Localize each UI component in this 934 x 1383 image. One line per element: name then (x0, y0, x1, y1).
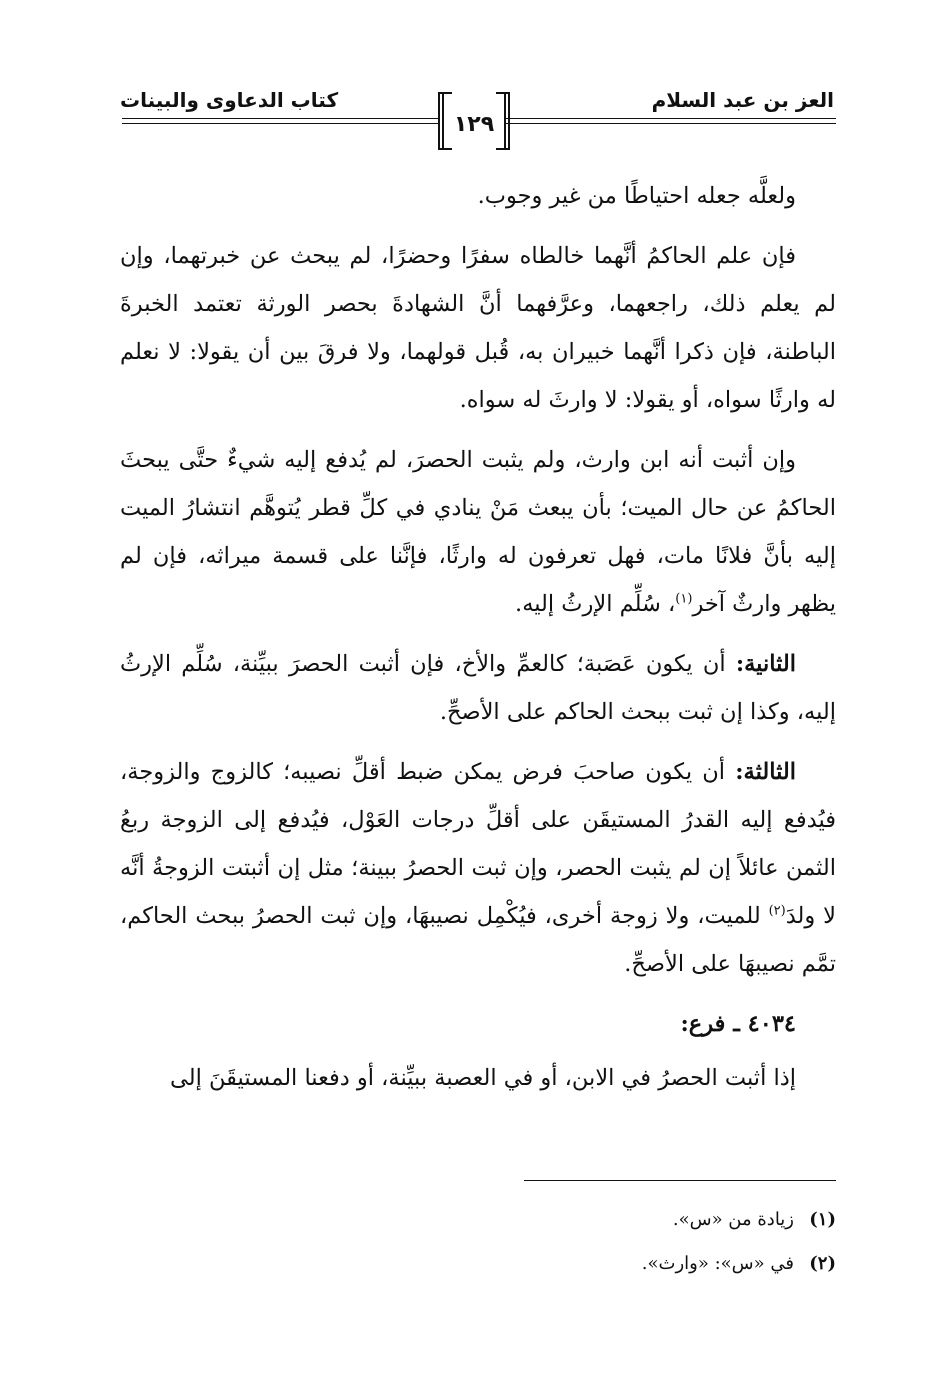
footnotes (336, 1198, 836, 1286)
frame-cap (438, 92, 452, 94)
footnote-text: في «س»: «وارث». (641, 1253, 794, 1274)
paragraph-3 (120, 436, 836, 628)
footnote-2 (336, 1242, 836, 1286)
frame-cap (438, 148, 452, 150)
footnote-mark: (١) (809, 1209, 836, 1230)
section-heading: ٤٠٣٤ ـ فرع: (680, 1011, 796, 1037)
page-number-frame (438, 92, 510, 150)
header-rule (122, 123, 440, 124)
header-rule (506, 123, 836, 124)
page-number: ١٢٩ (453, 112, 495, 137)
paragraph-4-text: أن يكون عَصَبة؛ كالعمِّ والأخ، فإن أثبت الحصرَ ببيِّنة، سُلِّم الإرثُ إليه، وكذا إن ثبت ببحث الحاكم على الأصحِّ. (120, 651, 836, 725)
paragraph-5-text: أن يكون صاحبَ فرض يمكن ضبط أقلِّ نصيبه؛ كالزوج والزوجة، فيُدفع إليه القدرُ المستيقَن على أقلِّ درجات العَوْل، فيُدفع إلى الزوجة ربعُ الثمن عائلاً إن لم يثبت الحصر، وإن ثبت الحصرُ ببينة؛ مثل إن أثبتت الزوجةُ أنَّه لا ولدَ (120, 759, 836, 929)
case-label-second: الثانية: (735, 651, 796, 677)
header-rule (506, 118, 836, 119)
footnote-1 (336, 1198, 836, 1242)
header-author: العز بن عبد السلام (651, 88, 834, 112)
paragraph-2: فإن علم الحاكمُ أنَّهما خالطاه سفرًا وحضرًا، لم يبحث عن خبرتهما، وإن لم يعلم ذلك، راجعهما، وعرَّفهما أنَّ الشهادةَ بحصر الورثة تعتمد الخبرةَ الباطنة، فإن ذكرا أنَّهما خبيران به، قُبل قولهما، ولا فرقَ بين أن يقولا: لا نعلم له وارثًا سواه، أو يقولا: لا وارثَ له سواه. (120, 243, 836, 413)
paragraph-5-tail: للميت، ولا زوجة أخرى، فيُكْمِل نصيبهَا، وإن ثبت الحصرُ ببحث الحاكم، تمَّم نصيبهَا على الأصحِّ. (120, 903, 836, 977)
footnote-separator (524, 1180, 836, 1181)
case-label-third: الثالثة: (735, 759, 797, 785)
paragraph-3-text: وإن أثبت أنه ابن وارث، ولم يثبت الحصرَ، لم يُدفع إليه شيءٌ حتَّى يبحثَ الحاكمُ عن حال الميت؛ بأن يبعث مَنْ ينادي في كلِّ قطر يُتوهَّم انتشارُ الميت إليه بأنَّ فلانًا مات، فهل تعرفون له وارثًا، فإنَّنا على قسمة ميراثه، فإن لم يظهر وارثٌ آخر (120, 447, 836, 617)
paragraph-6: إذا أثبت الحصرُ في الابن، أو في العصبة ببيِّنة، أو دفعنا المستيقَنَ إلى (170, 1065, 796, 1091)
header-rule (122, 118, 440, 119)
footnote-ref-2: (٢) (768, 903, 786, 919)
frame-bar (504, 92, 510, 150)
footnote-mark: (٢) (809, 1253, 836, 1274)
paragraph-5 (120, 748, 836, 988)
header-book-title: كتاب الدعاوى والبينات (120, 88, 339, 112)
paragraph-4 (120, 640, 836, 736)
frame-bar (438, 92, 444, 150)
paragraph-1: ولعلَّه جعله احتياطًا من غير وجوب. (477, 183, 796, 209)
frame-cap (496, 148, 510, 150)
paragraph-3-tail: ، سُلِّم الإرثُ إليه. (515, 591, 676, 617)
footnote-text: زيادة من «س». (672, 1209, 794, 1230)
footnote-ref-1: (١) (675, 591, 693, 607)
page-body (120, 172, 836, 1102)
frame-cap (496, 92, 510, 94)
